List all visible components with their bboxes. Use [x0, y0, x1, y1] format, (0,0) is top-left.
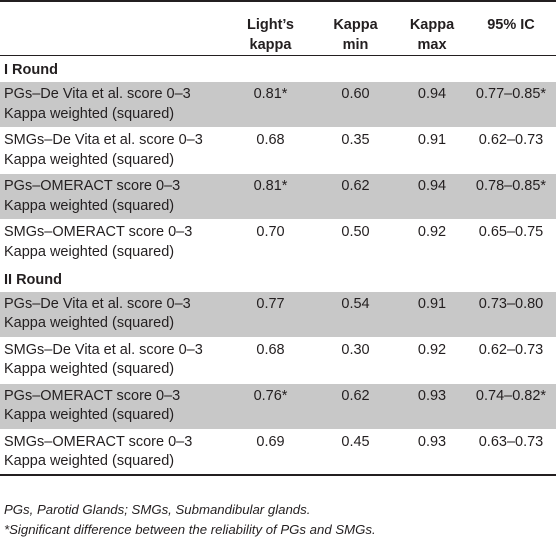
- row-label-statistic: Kappa weighted (squared): [4, 243, 175, 260]
- cell-kappa-max: 0.93: [398, 429, 466, 475]
- cell-lights-kappa: 0.68: [228, 128, 313, 174]
- row-label-method: PGs–De Vita et al. score 0–3: [4, 86, 191, 102]
- cell-kappa-min: 0.62: [313, 174, 398, 220]
- cell-95-ic: 0.63–0.73: [466, 429, 556, 475]
- cell-95-ic: 0.77–0.85*: [466, 82, 556, 128]
- row-label: [0, 82, 228, 128]
- row-label-statistic: Kappa weighted (squared): [4, 453, 175, 469]
- cell-95-ic: 0.62–0.73: [466, 128, 556, 174]
- row-label-method: PGs–OMERACT score 0–3: [4, 178, 181, 194]
- table-row: [0, 383, 556, 429]
- table-row: [0, 174, 556, 220]
- cell-kappa-min: 0.35: [313, 128, 398, 174]
- footnote-significance: *Significant difference between the reliability of PGs and SMGs.: [4, 522, 376, 537]
- header-95-ic: 95% IC: [487, 17, 535, 33]
- cell-kappa-max: 0.94: [398, 174, 466, 220]
- cell-lights-kappa: 0.76*: [228, 383, 313, 429]
- cell-lights-kappa: 0.69: [228, 429, 313, 475]
- cell-95-ic: 0.73–0.80: [466, 291, 556, 337]
- table-row: [0, 429, 556, 475]
- section-title: II Round: [4, 271, 62, 288]
- cell-95-ic: 0.62–0.73: [466, 337, 556, 383]
- cell-95-ic: 0.65–0.75: [466, 220, 556, 266]
- header-kappa-min: Kappa min: [333, 17, 378, 53]
- cell-lights-kappa: 0.81*: [228, 82, 313, 128]
- table-body: [0, 56, 556, 476]
- row-label: [0, 291, 228, 337]
- header-label-column: [0, 1, 228, 56]
- table-row: [0, 291, 556, 337]
- row-label-statistic: Kappa weighted (squared): [4, 105, 175, 122]
- cell-kappa-max: 0.92: [398, 337, 466, 383]
- table-row: [0, 337, 556, 383]
- cell-kappa-max: 0.94: [398, 82, 466, 128]
- cell-lights-kappa: 0.81*: [228, 174, 313, 220]
- cell-kappa-max: 0.92: [398, 220, 466, 266]
- row-label: [0, 174, 228, 220]
- cell-kappa-min: 0.60: [313, 82, 398, 128]
- table-header-row: [0, 1, 556, 56]
- cell-lights-kappa: 0.70: [228, 220, 313, 266]
- table-row: [0, 82, 556, 128]
- row-label-method: SMGs–De Vita et al. score 0–3: [4, 132, 203, 148]
- footnotes: [4, 500, 376, 540]
- section-row: [0, 266, 556, 292]
- footnote-abbreviations: PGs, Parotid Glands; SMGs, Submandibular glands.: [4, 502, 311, 517]
- section-row: [0, 56, 556, 82]
- row-label-method: SMGs–OMERACT score 0–3: [4, 433, 193, 450]
- table-row: [0, 128, 556, 174]
- cell-kappa-max: 0.91: [398, 128, 466, 174]
- row-label: [0, 383, 228, 429]
- cell-lights-kappa: 0.68: [228, 337, 313, 383]
- cell-kappa-min: 0.30: [313, 337, 398, 383]
- section-title: I Round: [4, 62, 58, 78]
- row-label: [0, 220, 228, 266]
- row-label: [0, 128, 228, 174]
- cell-95-ic: 0.74–0.82*: [466, 383, 556, 429]
- cell-kappa-min: 0.62: [313, 383, 398, 429]
- cell-kappa-min: 0.45: [313, 429, 398, 475]
- row-label-statistic: Kappa weighted (squared): [4, 407, 175, 423]
- cell-kappa-max: 0.91: [398, 291, 466, 337]
- row-label-method: SMGs–OMERACT score 0–3: [4, 224, 193, 240]
- header-lights-kappa: Light’s kappa: [247, 17, 294, 53]
- row-label-statistic: Kappa weighted (squared): [4, 315, 175, 331]
- header-kappa-max: Kappa max: [409, 17, 455, 53]
- row-label: [0, 429, 228, 475]
- cell-kappa-min: 0.54: [313, 291, 398, 337]
- cell-kappa-min: 0.50: [313, 220, 398, 266]
- row-label-statistic: Kappa weighted (squared): [4, 151, 175, 168]
- cell-kappa-max: 0.93: [398, 383, 466, 429]
- row-label-statistic: Kappa weighted (squared): [4, 361, 175, 377]
- row-label-statistic: Kappa weighted (squared): [4, 197, 175, 214]
- row-label: [0, 337, 228, 383]
- row-label-method: SMGs–De Vita et al. score 0–3: [4, 341, 203, 358]
- cell-95-ic: 0.78–0.85*: [466, 174, 556, 220]
- row-label-method: PGs–OMERACT score 0–3: [4, 387, 181, 404]
- table-row: [0, 220, 556, 266]
- row-label-method: PGs–De Vita et al. score 0–3: [4, 295, 191, 312]
- cell-lights-kappa: 0.77: [228, 291, 313, 337]
